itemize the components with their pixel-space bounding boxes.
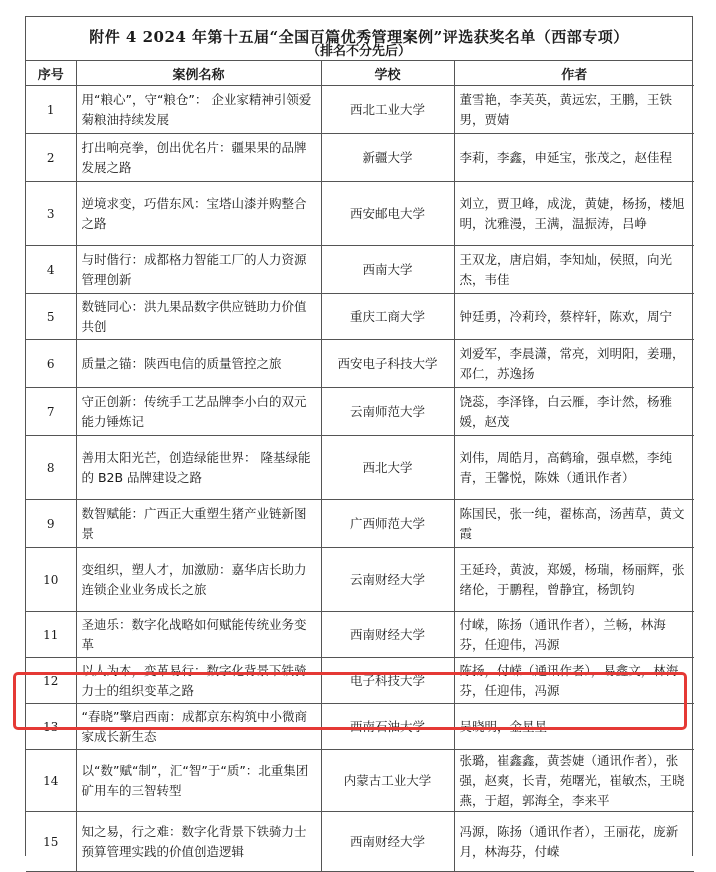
document-header [26,17,692,61]
authors-list: 王延玲，黄波，郑媛，杨瑞，杨丽辉，张绪伦，于鹏程，曾静宜，杨凯钧 [454,548,694,612]
case-name: “春晓”擎启西南：成都京东构筑中小微商家成长新生态 [76,704,321,750]
row-number: 10 [26,548,76,612]
table-header-row [26,61,694,86]
school-name: 西安电子科技大学 [321,340,454,388]
table-row [26,182,694,246]
authors-list: 钟廷勇，冷莉玲，蔡梓轩，陈欢，周宁 [454,294,694,340]
authors-list: 陈扬，付嵘（通讯作者），易鑫文，林海芬，任迎伟，冯源 [454,658,694,704]
authors-list: 陈国民，张一纯，翟栋高，汤茜草，黄文霞 [454,500,694,548]
authors-list: 冯源，陈扬（通讯作者），王丽花，庞新月，林海芬，付嵘 [454,812,694,872]
authors-list: 刘爱军，李晨潇，常亮，刘明阳，姜珊，邓仁，苏逸扬 [454,340,694,388]
award-document [25,16,693,859]
case-name: 善用太阳光芒，创造绿能世界： 隆基绿能的 B2B 品牌建设之路 [76,436,321,500]
case-name: 数链同心：洪九果品数字供应链助力价值共创 [76,294,321,340]
header-case: 案例名称 [76,61,321,86]
case-name: 变组织，塑人才，加激励：嘉华店长助力连锁企业业务成长之旅 [76,548,321,612]
case-name: 圣迪乐：数字化战略如何赋能传统业务变革 [76,612,321,658]
case-name: 与时偕行：成都格力智能工厂的人力资源管理创新 [76,246,321,294]
case-name: 质量之锚：陕西电信的质量管控之旅 [76,340,321,388]
school-name: 云南师范大学 [321,388,454,436]
header-school: 学校 [321,61,454,86]
school-name: 电子科技大学 [321,658,454,704]
table-row [26,134,694,182]
row-number: 7 [26,388,76,436]
row-number: 13 [26,704,76,750]
school-name: 西北工业大学 [321,86,454,134]
school-name: 西南石油大学 [321,704,454,750]
case-name: 知之易，行之难：数字化背景下铁骑力士预算管理实践的价值创造逻辑 [76,812,321,872]
award-table [26,61,694,872]
table-row [26,750,694,812]
table-row [26,294,694,340]
document-subtitle: （排名不分先后） [306,44,411,59]
header-authors: 作者 [454,61,694,86]
table-row [26,246,694,294]
row-number: 2 [26,134,76,182]
table-row [26,548,694,612]
authors-list: 王双龙，唐启娟，李知灿，侯照，向光杰，韦佳 [454,246,694,294]
table-row [26,388,694,436]
case-name: 逆境求变，巧借东风：宝塔山漆并购整合之路 [76,182,321,246]
case-name: 用“粮心”，守“粮仓”： 企业家精神引领爱菊粮油持续发展 [76,86,321,134]
authors-list: 付嵘，陈扬（通讯作者），兰畅，林海芬，任迎伟，冯源 [454,612,694,658]
case-name: 守正创新：传统手工艺品牌李小白的双元能力锤炼记 [76,388,321,436]
case-name: 以“数”赋“制”，汇“智”于“质”：北重集团矿用车的三智转型 [76,750,321,812]
school-name: 内蒙古工业大学 [321,750,454,812]
school-name: 重庆工商大学 [321,294,454,340]
row-number: 15 [26,812,76,872]
table-row [26,704,694,750]
authors-list: 刘立，贾卫峰，成泷，黄婕，杨扬，楼旭明，沈雅漫，王满，温振涛，吕峥 [454,182,694,246]
table-row [26,812,694,872]
table-row [26,658,694,704]
table-row [26,86,694,134]
school-name: 西南财经大学 [321,812,454,872]
authors-list: 饶蕊，李泽锋，白云雁，李计然，杨雅媛，赵茂 [454,388,694,436]
authors-list: 李莉，李鑫，申延宝，张茂之，赵佳程 [454,134,694,182]
case-name: 以人为本，变革易行：数字化背景下铁骑力士的组织变革之路 [76,658,321,704]
row-number: 4 [26,246,76,294]
school-name: 广西师范大学 [321,500,454,548]
table-row [26,340,694,388]
table-row [26,436,694,500]
case-name: 打出响亮拳，创出优名片：疆果果的品牌发展之路 [76,134,321,182]
document-title: 附件 4 2024 年第十五届“全国百篇优秀管理案例”评选获奖名单（西部专项） [89,28,629,46]
authors-list: 刘伟，周皓月，高鹤瑜，强卓燃，李纯青，王馨悦，陈姝（通讯作者） [454,436,694,500]
row-number: 5 [26,294,76,340]
table-row [26,612,694,658]
row-number: 3 [26,182,76,246]
header-no: 序号 [26,61,76,86]
row-number: 14 [26,750,76,812]
table-body [26,86,694,872]
row-number: 6 [26,340,76,388]
row-number: 11 [26,612,76,658]
school-name: 新疆大学 [321,134,454,182]
row-number: 12 [26,658,76,704]
authors-list: 张璐，崔鑫鑫，黄荟婕（通讯作者），张强，赵爽，长青，苑曙光，崔敏杰，王晓燕，于超，郭海全，李来平 [454,750,694,812]
row-number: 1 [26,86,76,134]
table-row [26,500,694,548]
authors-list: 吴晓明，金星星 [454,704,694,750]
row-number: 9 [26,500,76,548]
school-name: 西南财经大学 [321,612,454,658]
authors-list: 董雪艳，李芙英，黄远宏，王鹏，王铁男，贾婧 [454,86,694,134]
row-number: 8 [26,436,76,500]
school-name: 云南财经大学 [321,548,454,612]
school-name: 西北大学 [321,436,454,500]
school-name: 西南大学 [321,246,454,294]
school-name: 西安邮电大学 [321,182,454,246]
case-name: 数智赋能：广西正大重塑生猪产业链新图景 [76,500,321,548]
